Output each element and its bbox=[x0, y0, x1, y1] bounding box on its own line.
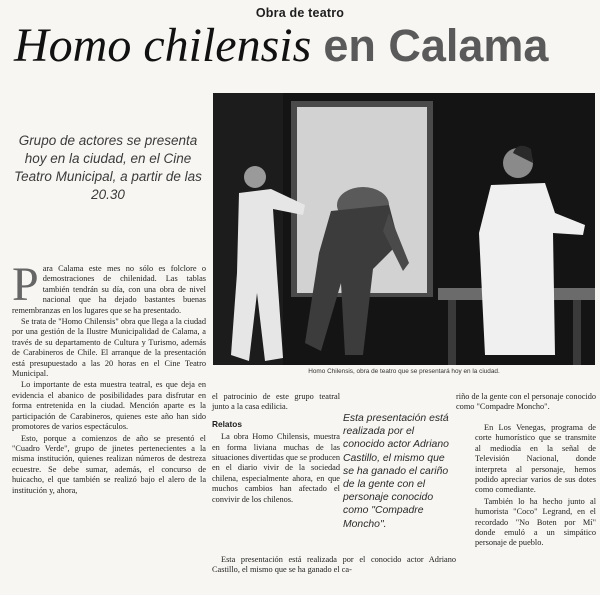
section-kicker: Obra de teatro bbox=[255, 6, 345, 20]
col1-p4: Esto, porque a comienzos de año se presentó el "Cuadro Verde", grupo de jinetes pertenecientes a la misma institución, quienes realizan números de destreza ecuestre. Se debe sumar, además, el concurso de huicacho, el que también se realizó bajo el alero de la institución y, ahora, bbox=[12, 433, 206, 495]
headline bbox=[14, 19, 549, 72]
col2-p1: el patrocinio de este grupo teatral junto a la casa edilicia. bbox=[212, 392, 340, 412]
pull-quote: Esta presentación está realizada por el conocido actor Adriano Castillo, el mismo que se ha ganado el cariño de la gente con el personaje conocido como "Compadre Moncho". bbox=[343, 413, 449, 530]
subheading-relatos: Relatos bbox=[212, 418, 242, 429]
col1-p1: ara Calama este mes no sólo es folclore o demostraciones de chilenidad. Las tablas también tendrán su día, con una obra de nivel nacional que ha dejado bastantes buenas remembranzas en los lugares que se ha presentado. bbox=[12, 264, 206, 315]
drop-cap: P bbox=[12, 258, 39, 311]
photo-caption: Homo Chilensis, obra de teatro que se presentará hoy en la ciudad. bbox=[308, 368, 500, 375]
column-2 bbox=[212, 392, 340, 506]
column-1 bbox=[12, 258, 206, 497]
column-2-bottom bbox=[212, 555, 456, 577]
col3-p3: También lo ha hecho junto al humorista "Coco" Legrand, en el recordado "No Boten por Mí" donde emuló a un simpático personaje de pueblo. bbox=[475, 496, 596, 548]
col1-p2: Se trata de "Homo Chilensis" obra que llega a la ciudad por una gestión de la Ilustre Municipalidad de Calama, a través de su departamento de Cultura y Turismo, además de Carabineros de Chile. El arranque de la presentación está presupuestado a las 20 horas en el Cine Teatro Municipal. bbox=[12, 317, 206, 379]
col2-p2: La obra Homo Chilensis, muestra en forma liviana muchas de las situaciones divertidas que se producen en el diario vivir de la sociedad chilena, especialmente ahora, en que muchos cambios han afectado el convivir de los chilenos. bbox=[212, 432, 340, 504]
stage-photo bbox=[213, 93, 595, 365]
headline-bold: en Calama bbox=[323, 20, 549, 71]
subheadline: Grupo de actores se presenta hoy en la ciudad, en el Cine Teatro Municipal, a partir de las 20.30 bbox=[14, 133, 202, 202]
headline-italic: Homo chilensis bbox=[14, 19, 312, 72]
col2-p3: Esta presentación está realizada por el conocido actor Adriano Castillo, el mismo que se ha ganado el ca- bbox=[212, 555, 456, 575]
column-3-bottom bbox=[475, 423, 596, 550]
column-3 bbox=[456, 392, 596, 414]
col3-p2: En Los Venegas, programa de corte humorístico que se transmite al mediodía en la señal de Televisión Nacional, donde interpreta al personaje, hemos podido apreciar varios de sus dotes como comediante. bbox=[475, 423, 596, 495]
col3-p1: riño de la gente con el personaje conocido como "Compadre Moncho". bbox=[456, 392, 596, 412]
col1-p3: Lo importante de esta muestra teatral, es que deja en evidencia el abanico de posibilidades para disfrutar en forma entretenida en la ciudad. Mención aparte es la participación de Carabineros, quienes este año han sido promotores de varios espectáculos. bbox=[12, 380, 206, 432]
